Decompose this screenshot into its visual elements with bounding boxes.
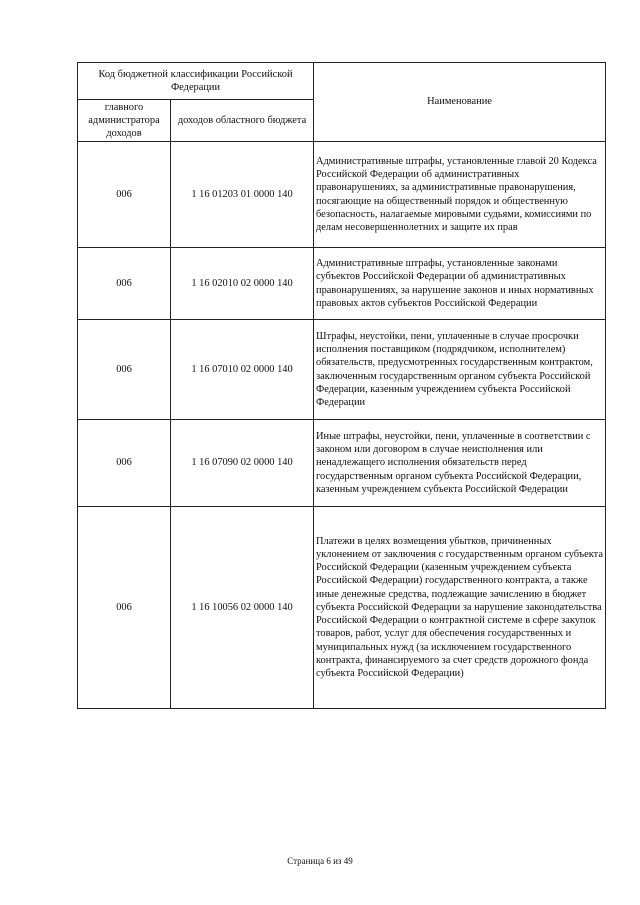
table-row	[78, 420, 606, 507]
table-row	[78, 142, 606, 248]
income-column-header: доходов областного бюджета	[171, 100, 314, 142]
table-row	[78, 507, 606, 709]
name-cell: Штрафы, неустойки, пени, уплаченные в случае просрочки исполнения поставщиком (подрядчиком, исполнителем) обязательств, предусмотренных государственным контрактом, заключенным государственным органом субъекта Российской Федерации, казенным учреждением субъекта Российской Федерации	[314, 320, 606, 420]
header-row	[78, 63, 606, 100]
income-code-cell: 1 16 02010 02 0000 140	[171, 248, 314, 320]
table-row	[78, 248, 606, 320]
admin-column-header: главного администратора доходов	[78, 100, 171, 142]
income-code-cell: 1 16 07090 02 0000 140	[171, 420, 314, 507]
page-number: Страница 6 из 49	[287, 856, 353, 866]
income-code-cell: 1 16 07010 02 0000 140	[171, 320, 314, 420]
table-row	[78, 320, 606, 420]
name-column-header: Наименование	[314, 63, 606, 142]
name-cell: Иные штрафы, неустойки, пени, уплаченные в соответствии с законом или договором в случае неисполнения или ненадлежащего исполнения обязательств перед государственным органом субъекта Российской Федерации, казенным учреждением субъекта Российской Федерации	[314, 420, 606, 507]
kbk-group-header: Код бюджетной классификации Российской Федерации	[78, 63, 314, 100]
name-cell: Платежи в целях возмещения убытков, причиненных уклонением от заключения с государственным органом субъекта Российской Федерации (казенным учреждением субъекта Российской Федерации) государственного контракта, а также иные денежные средства, подлежащие зачислению в бюджет субъекта Российской Федерации за нарушение законодательства Российской Федерации о контрактной системе в сфере закупок товаров, работ, услуг для обеспечения государственных и муниципальных нужд (за исключением государственного контракта, финансируемого за счет средств дорожного фонда субъекта Российской Федерации)	[314, 507, 606, 709]
income-code-cell: 1 16 01203 01 0000 140	[171, 142, 314, 248]
name-cell: Административные штрафы, установленные главой 20 Кодекса Российской Федерации об административных правонарушениях, за административные правонарушения, посягающие на общественный порядок и общественную безопасность, налагаемые мировыми судьями, комиссиями по делам несовершеннолетних и защите их прав	[314, 142, 606, 248]
name-cell: Административные штрафы, установленные законами субъектов Российской Федерации об административных правонарушениях, за нарушение законов и иных нормативных правовых актов субъектов Российской Федерации	[314, 248, 606, 320]
admin-code-cell: 006	[78, 248, 171, 320]
income-code-cell: 1 16 10056 02 0000 140	[171, 507, 314, 709]
admin-code-cell: 006	[78, 320, 171, 420]
budget-classification-table	[77, 62, 606, 709]
admin-code-cell: 006	[78, 420, 171, 507]
admin-code-cell: 006	[78, 507, 171, 709]
admin-code-cell: 006	[78, 142, 171, 248]
